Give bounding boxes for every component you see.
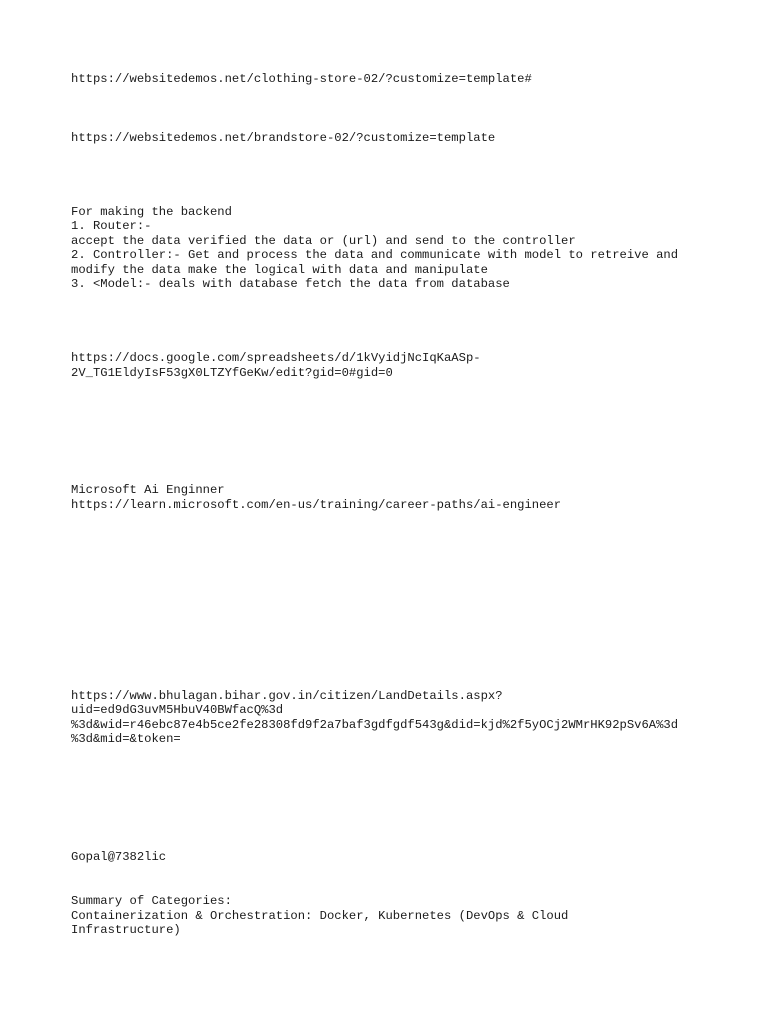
backend-controller-item: 2. Controller:- Get and process the data and communicate with model to retreive and [71,248,679,262]
credential-text: Gopal@7382lic [71,850,167,864]
url-google-sheets-part1: https://docs.google.com/spreadsheets/d/1kVyidjNcIqKaASp- [71,351,481,365]
url-google-sheets-part2: 2V_TG1EldyIsF53gX0LTZYfGeKw/edit?gid=0#gid=0 [71,366,393,380]
backend-heading: For making the backend [71,205,232,219]
url-brandstore: https://websitedemos.net/brandstore-02/?customize=template [71,131,496,145]
url-bhulagan-part1: https://www.bhulagan.bihar.gov.in/citizen/LandDetails.aspx? [71,689,503,703]
url-microsoft-learn: https://learn.microsoft.com/en-us/training/career-paths/ai-engineer [71,498,562,512]
url-bhulagan-part3: %3d&wid=r46ebc87e4b5ce2fe28308fd9f2a7baf3gdfgdf543g&did=kjd%2f5yOCj2WMrHK92pSv6A%3d [71,718,679,732]
url-clothing-store: https://websitedemos.net/clothing-store-02/?customize=template# [71,72,532,86]
backend-model-item: 3. <Model:- deals with database fetch the data from database [71,277,510,291]
ai-engineer-heading: Microsoft Ai Enginner [71,483,225,497]
summary-item: Containerization & Orchestration: Docker, Kubernetes (DevOps & Cloud [71,909,569,923]
summary-heading: Summary of Categories: [71,894,232,908]
backend-router-description: accept the data verified the data or (url) and send to the controller [71,234,576,248]
url-bhulagan-part2: uid=ed9dG3uvM5HbuV40BWfacQ%3d [71,703,284,717]
backend-router-item: 1. Router:- [71,219,152,233]
summary-item-continued: Infrastructure) [71,923,181,937]
url-bhulagan-part4: %3d&mid=&token= [71,732,181,746]
backend-controller-continued: modify the data make the logical with data and manipulate [71,263,488,277]
